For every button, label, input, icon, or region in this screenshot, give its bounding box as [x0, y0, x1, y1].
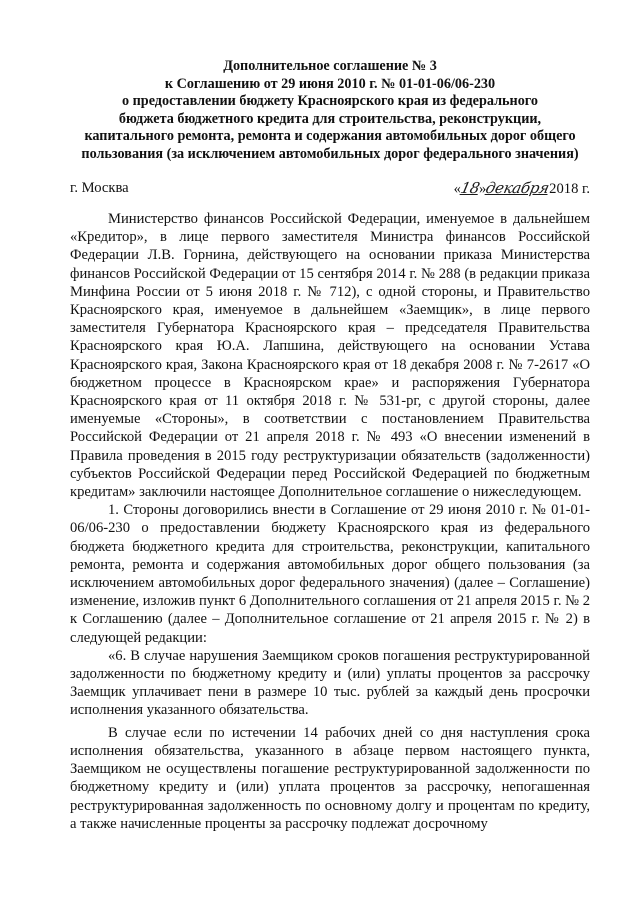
place-date-row — [70, 179, 590, 199]
title-line: капитального ремонта, ремонта и содержания автомобильных дорог общего — [84, 128, 576, 144]
paragraph-early-repayment: В случае если по истечении 14 рабочих дней со дня наступления срока исполнения обязательства, указанного в абзаце первом настоящего пункта, Заемщиком не осуществлены погашение реструктурированной задолженности по бюджетному кредиту и (или) уплата процентов за рассрочку, непогашенная реструктурированная задолженность по основному долгу и процентам по кредиту, а также начисленные проценты за рассрочку подлежат досрочному — [70, 724, 590, 832]
date-close-quote: » — [479, 181, 487, 197]
title-line: Дополнительное соглашение № 3 — [223, 58, 437, 74]
document-page — [70, 58, 590, 833]
place: г. Москва — [70, 180, 129, 196]
date-day-handwritten: 18 — [458, 179, 481, 197]
date-open-quote: « — [453, 181, 461, 197]
document-date — [454, 179, 590, 198]
title-line: бюджета бюджетного кредита для строительства, реконструкции, — [118, 110, 542, 127]
paragraph-clause-1: 1. Стороны договорились внести в Соглашение от 29 июня 2010 г. № 01-01-06/06-230 о предоставлении бюджету Красноярского края из федерального бюджета бюджетного кредита для строительства, реконструкции, капитального ремонта, ремонта и содержания автомобильных дорог общего пользования (за исключением автомобильных дорог федерального значения) (далее – Соглашение) изменение, изложив пункт 6 Дополнительного соглашения от 21 апреля 2015 г. № 2 к Соглашению (далее – Дополнительное соглашение от 21 апреля 2015 г. № 2) в следующей редакции: — [70, 502, 591, 646]
document-body — [70, 210, 590, 833]
date-month-handwritten: декабря — [484, 179, 552, 197]
document-title — [70, 58, 590, 163]
date-year: 2018 г. — [549, 181, 590, 197]
title-line: пользования (за исключением автомобильных дорог федерального значения) — [81, 145, 579, 162]
title-line: о предоставлении бюджету Красноярского края из федерального — [121, 93, 538, 109]
paragraph-parties: Министерство финансов Российской Федерации, именуемое в дальнейшем «Кредитор», в лице первого заместителя Министра финансов Российской Федерации Л.В. Горнина, действующего на основании приказа Министерства финансов Российской Федерации от 15 сентября 2014 г. № 288 (в редакции приказа Минфина России от 5 июня 2018 г. № 712), с одной стороны, и Правительство Красноярского края, именуемое в дальнейшем «Заемщик», в лице первого заместителя Губернатора Красноярского края – председателя Правительства Красноярского края Ю.А. Лапшина, действующего на основании Устава Красноярского края, Закона Красноярского края от 18 декабря 2008 г. № 7-2617 «О бюджетном процессе в Красноярском крае» и распоряжения Губернатора Красноярского края от 11 октября 2018 г. № 531-рг, с другой стороны, далее именуемые «Стороны», в соответствии с постановлением Правительства Российской Федерации от 21 апреля 2018 г. № 493 «О внесении изменений в Правила проведения в 2015 году реструктуризации обязательств (задолженности) субъектов Российской Федерации перед Российской Федерацией по бюджетным кредитам» заключили настоящее Дополнительное соглашение о нижеследующем. — [70, 211, 590, 501]
title-line: к Соглашению от 29 июня 2010 г. № 01-01-06/06-230 — [164, 75, 496, 92]
paragraph-clause-6: «6. В случае нарушения Заемщиком сроков погашения реструктурированной задолженности по бюджетному кредиту и (или) уплаты процентов за рассрочку Заемщик уплачивает пени в размере 10 тыс. рублей за каждый день просрочки исполнения указанного обязательства. — [70, 647, 590, 719]
